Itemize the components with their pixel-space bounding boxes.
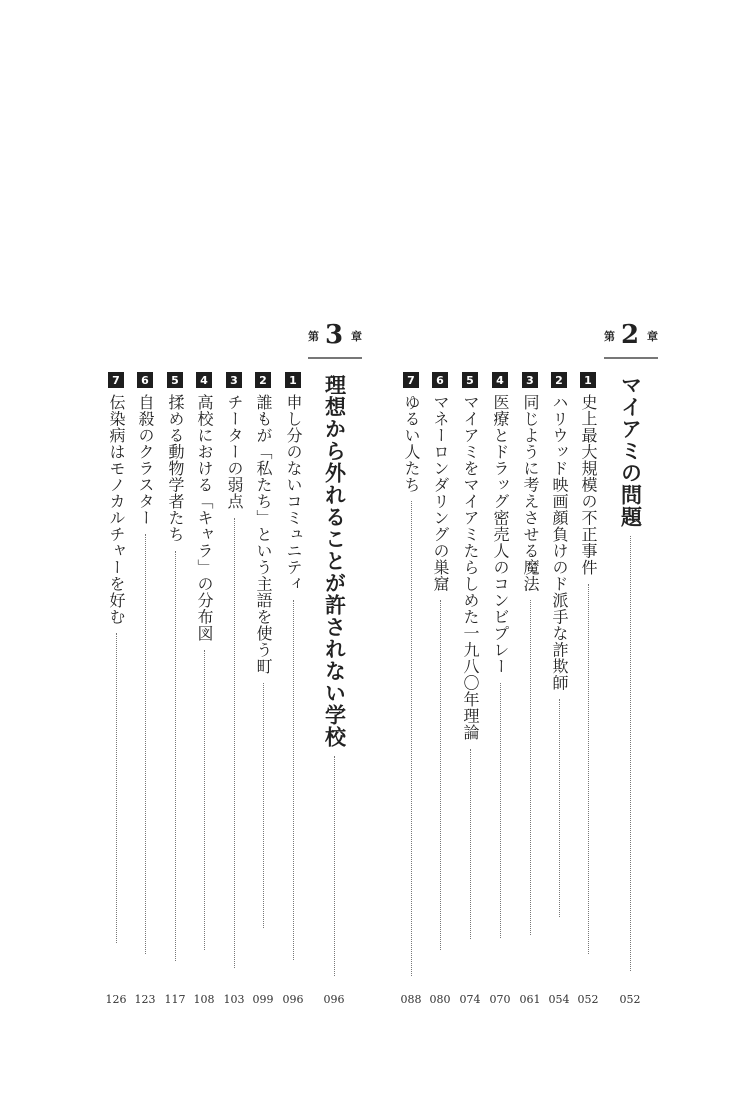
entry-title: マイアミをマイアミたらしめた一九八〇年理論 bbox=[461, 394, 480, 741]
entry-title: 揉める動物学者たち bbox=[166, 394, 185, 543]
entry-number-badge: 1 bbox=[285, 372, 301, 388]
chapter-title: 理想から外れることが許されない学校 bbox=[322, 374, 347, 748]
page-number: 103 bbox=[223, 993, 245, 1006]
entry-number-badge: 2 bbox=[551, 372, 567, 388]
chapter-2-heading bbox=[604, 320, 658, 360]
leader-dots bbox=[411, 501, 412, 976]
page-number: 052 bbox=[619, 993, 641, 1006]
chapter-3-heading bbox=[308, 320, 362, 360]
toc-entry-2-2[interactable] bbox=[550, 372, 568, 917]
entry-number-badge: 7 bbox=[108, 372, 124, 388]
chapter-number: 2 bbox=[621, 320, 640, 350]
leader-dots bbox=[263, 683, 264, 928]
toc-entry-3-3[interactable] bbox=[225, 372, 243, 968]
toc-entry-2-6[interactable] bbox=[431, 372, 449, 950]
page-number: 070 bbox=[489, 993, 511, 1006]
page-number: 123 bbox=[134, 993, 156, 1006]
page-number: 080 bbox=[429, 993, 451, 1006]
page-number: 096 bbox=[323, 993, 345, 1006]
toc-entry-3-7[interactable] bbox=[107, 372, 125, 943]
toc-entry-3-1[interactable] bbox=[284, 372, 302, 960]
chapter-prefix: 第 bbox=[604, 330, 615, 343]
leader-dots bbox=[293, 600, 294, 960]
entry-title: ハリウッド映画顔負けのド派手な詐欺師 bbox=[550, 394, 569, 691]
toc-entry-2-5[interactable] bbox=[461, 372, 479, 939]
leader-dots bbox=[559, 699, 560, 917]
toc-entry-2-3[interactable] bbox=[521, 372, 539, 935]
page-number: 099 bbox=[252, 993, 274, 1006]
entry-number-badge: 1 bbox=[580, 372, 596, 388]
entry-title: 申し分のないコミュニティ bbox=[284, 394, 303, 592]
leader-dots bbox=[630, 536, 631, 971]
page-number: 088 bbox=[400, 993, 422, 1006]
toc-entry-3-6[interactable] bbox=[136, 372, 154, 954]
entry-title: マネーロンダリングの巣窟 bbox=[431, 394, 450, 592]
leader-dots bbox=[234, 518, 235, 968]
chapter-2-title-entry[interactable] bbox=[618, 374, 642, 971]
leader-dots bbox=[530, 600, 531, 935]
entry-number-badge: 5 bbox=[462, 372, 478, 388]
page-number: 074 bbox=[459, 993, 481, 1006]
entry-title: 高校における「キャラ」の分布図 bbox=[195, 394, 214, 642]
chapter-rule bbox=[308, 357, 362, 359]
leader-dots bbox=[588, 584, 589, 954]
leader-dots bbox=[204, 650, 205, 950]
chapter-suffix: 章 bbox=[351, 330, 362, 343]
page-number: 108 bbox=[193, 993, 215, 1006]
page-number: 054 bbox=[548, 993, 570, 1006]
chapter-rule bbox=[604, 357, 658, 359]
leader-dots bbox=[440, 600, 441, 950]
toc-entry-2-1[interactable] bbox=[579, 372, 597, 954]
leader-dots bbox=[470, 749, 471, 939]
leader-dots bbox=[116, 633, 117, 943]
chapter-prefix: 第 bbox=[308, 330, 319, 343]
entry-number-badge: 3 bbox=[226, 372, 242, 388]
entry-title: 同じように考えさせる魔法 bbox=[521, 394, 540, 592]
toc-entry-3-2[interactable] bbox=[254, 372, 272, 928]
entry-number-badge: 3 bbox=[522, 372, 538, 388]
entry-title: 伝染病はモノカルチャーを好む bbox=[107, 394, 126, 625]
entry-title: ゆるい人たち bbox=[402, 394, 421, 493]
entry-title: チーターの弱点 bbox=[225, 394, 244, 510]
entry-number-badge: 6 bbox=[432, 372, 448, 388]
entry-number-badge: 7 bbox=[403, 372, 419, 388]
toc-entry-3-5[interactable] bbox=[166, 372, 184, 961]
chapter-3-title-entry[interactable] bbox=[322, 374, 346, 976]
leader-dots bbox=[500, 683, 501, 938]
page-number: 126 bbox=[105, 993, 127, 1006]
entry-number-badge: 2 bbox=[255, 372, 271, 388]
entry-number-badge: 6 bbox=[137, 372, 153, 388]
page-number: 052 bbox=[577, 993, 599, 1006]
leader-dots bbox=[175, 551, 176, 961]
leader-dots bbox=[334, 756, 335, 976]
entry-number-badge: 4 bbox=[196, 372, 212, 388]
entry-number-badge: 5 bbox=[167, 372, 183, 388]
entry-number-badge: 4 bbox=[492, 372, 508, 388]
toc-entry-2-7[interactable] bbox=[402, 372, 420, 976]
chapter-title: マイアミの問題 bbox=[618, 374, 643, 528]
page-number: 096 bbox=[282, 993, 304, 1006]
toc-entry-2-4[interactable] bbox=[491, 372, 509, 938]
entry-title: 誰もが「私たち」という主語を使う町 bbox=[254, 394, 273, 675]
toc-entry-3-4[interactable] bbox=[195, 372, 213, 950]
page-number: 061 bbox=[519, 993, 541, 1006]
chapter-suffix: 章 bbox=[647, 330, 658, 343]
leader-dots bbox=[145, 534, 146, 954]
chapter-number: 3 bbox=[325, 320, 344, 350]
entry-title: 史上最大規模の不正事件 bbox=[579, 394, 598, 576]
page-number: 117 bbox=[164, 993, 186, 1006]
entry-title: 医療とドラッグ密売人のコンビプレー bbox=[491, 394, 510, 675]
entry-title: 自殺のクラスター bbox=[136, 394, 155, 526]
